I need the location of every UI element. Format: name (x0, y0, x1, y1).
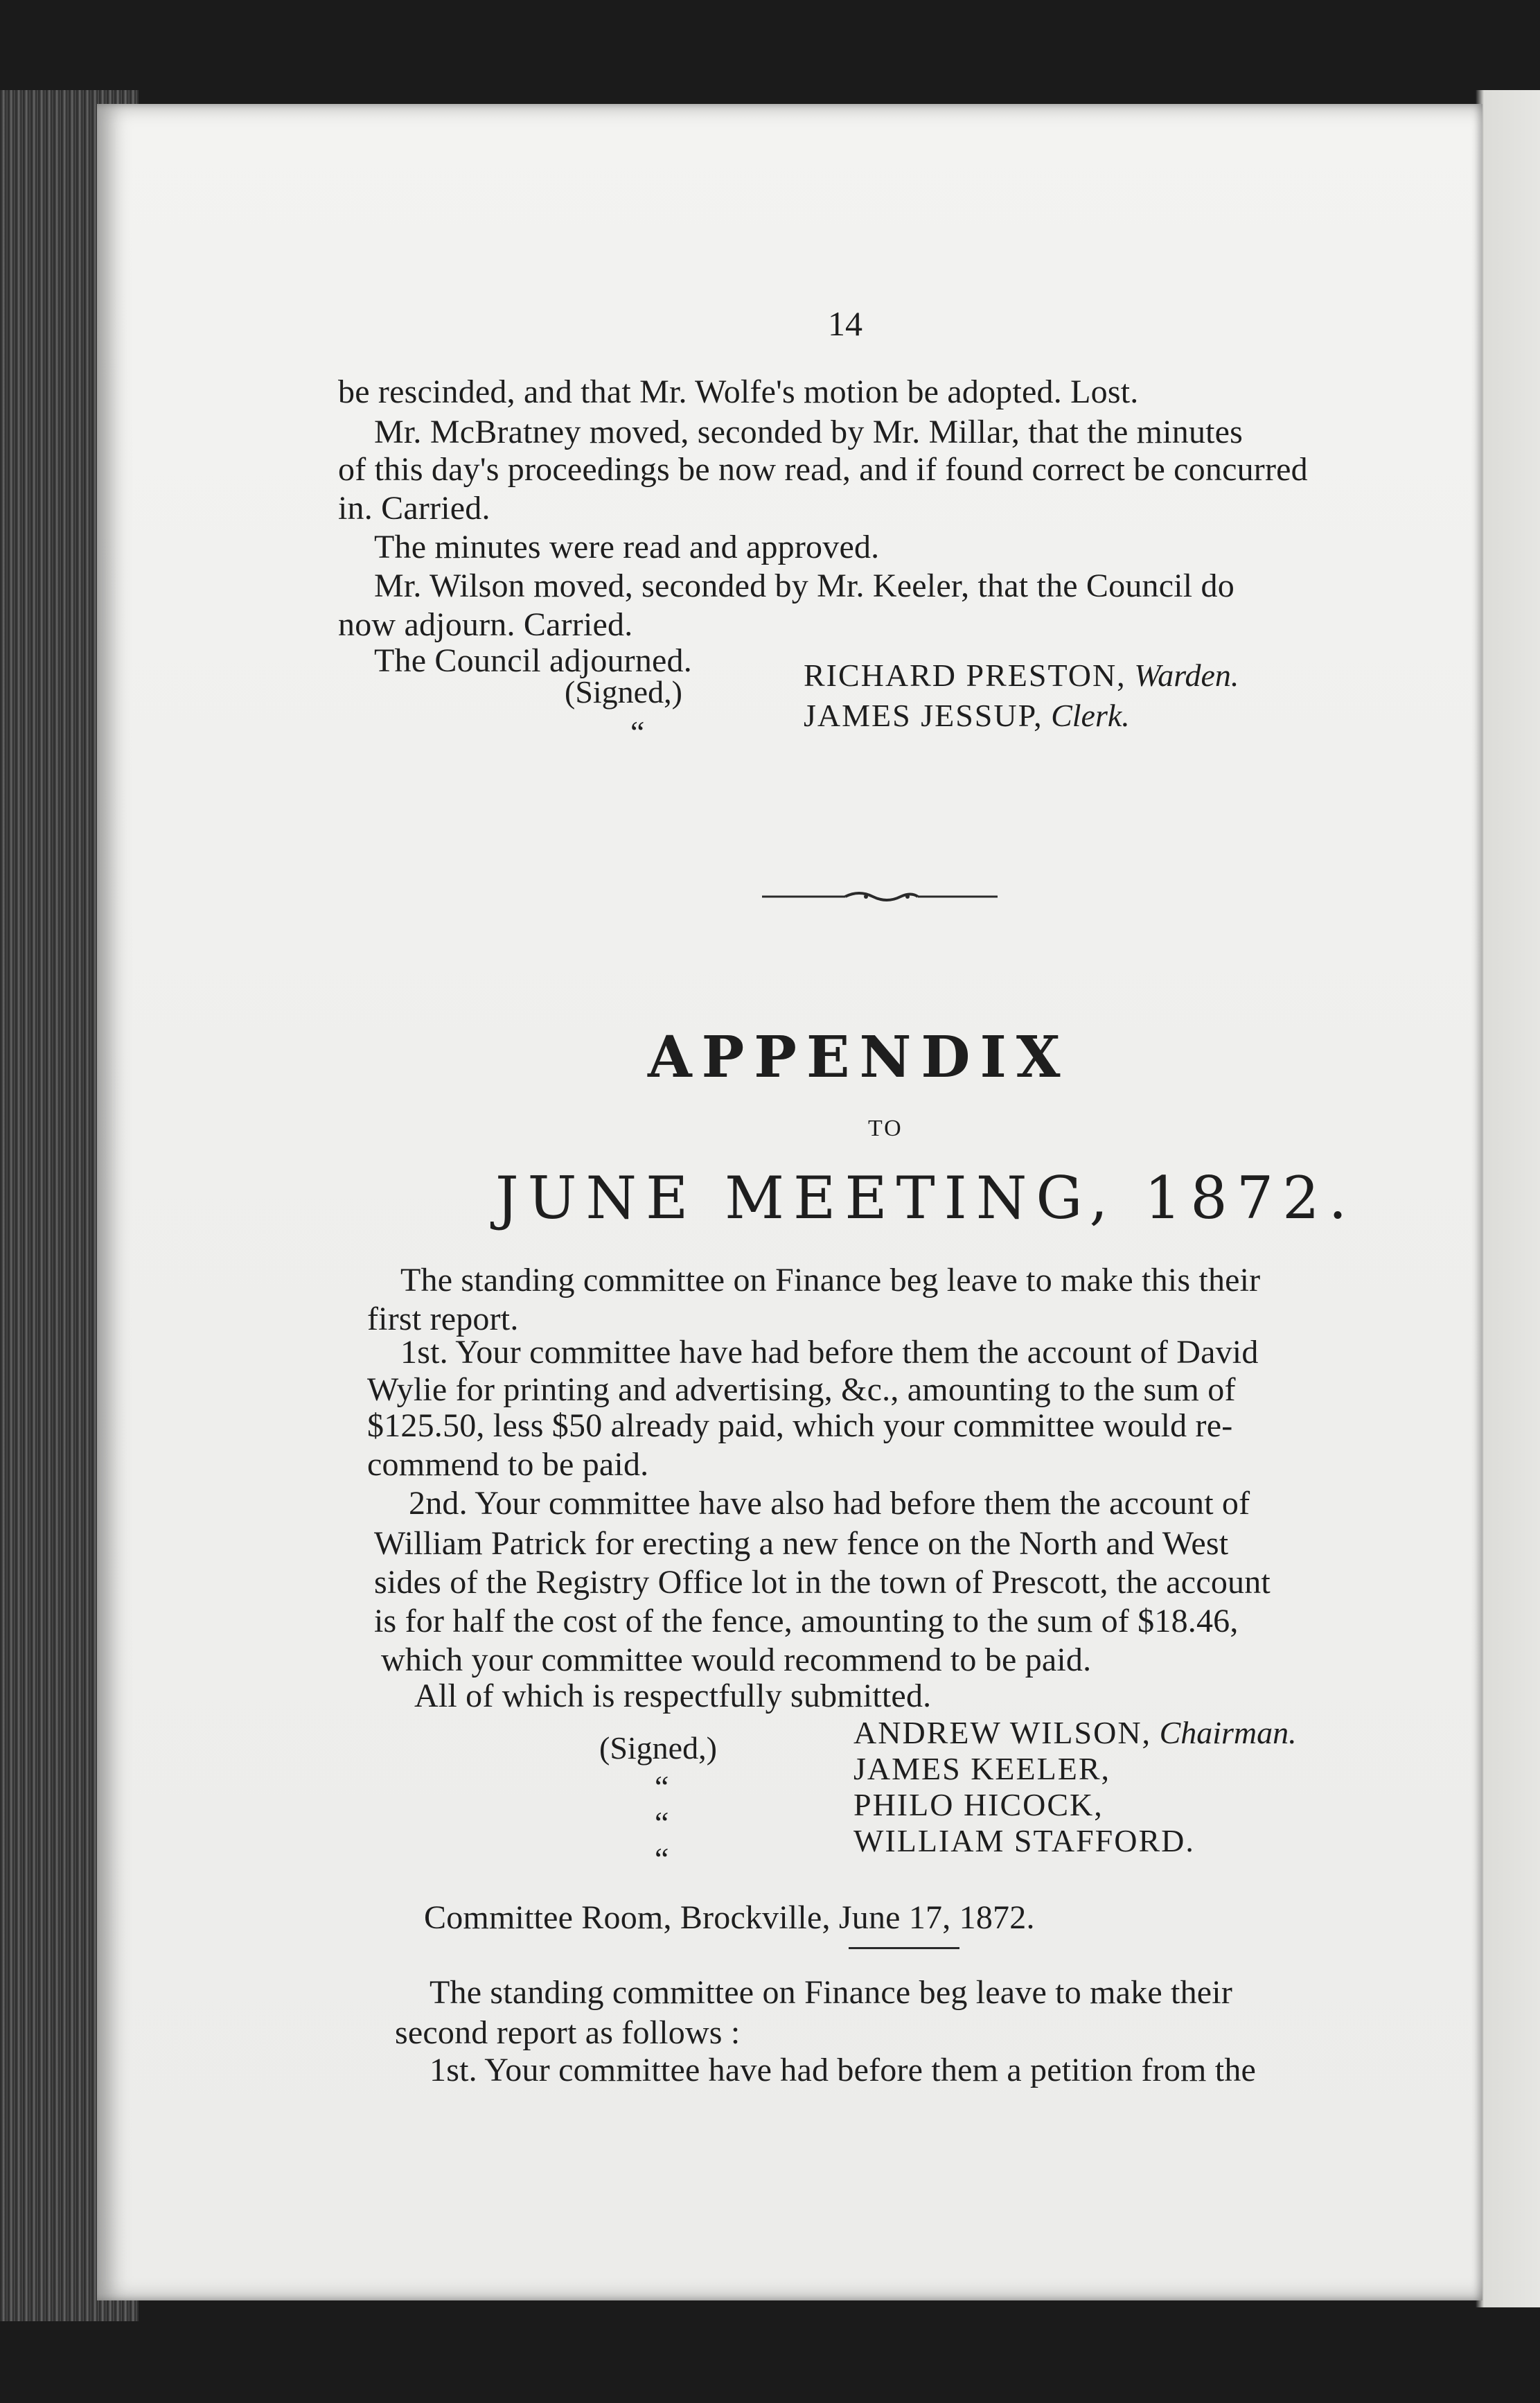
minutes-line: The Council adjourned. (374, 642, 692, 679)
report-line: Wylie for printing and advertising, &c., amounting to the sum of (367, 1371, 1236, 1408)
minutes-line: be rescinded, and that Mr. Wolfe's motion be adopted. Lost. (338, 373, 1139, 410)
report-line: $125.50, less $50 already paid, which your committee would re- (367, 1407, 1233, 1444)
ornament-rule (762, 890, 998, 904)
signatory-line (804, 657, 1239, 694)
ditto-mark: “ (630, 714, 645, 750)
page-number: 14 (828, 304, 862, 343)
signatory-line (853, 1786, 1104, 1823)
meeting-heading: JUNE MEETING, 1872. (495, 1164, 1356, 1232)
section-divider (849, 1947, 959, 1949)
signatory-name: JAMES JESSUP, (804, 698, 1043, 733)
signatory-name: WILLIAM STAFFORD. (853, 1823, 1195, 1858)
report-line: first report. (367, 1301, 519, 1337)
signatory-name: ANDREW WILSON, (853, 1715, 1152, 1750)
minutes-line: Mr. McBratney moved, seconded by Mr. Millar, that the minutes (374, 414, 1243, 450)
signatory-line (853, 1714, 1297, 1751)
report-line: commend to be paid. (367, 1446, 649, 1483)
signatory-name: RICHARD PRESTON, (804, 658, 1126, 693)
appendix-heading: APPENDIX (648, 1024, 1070, 1091)
report-line: All of which is respectfully submitted. (414, 1678, 932, 1714)
adjacent-page-edge (1476, 90, 1540, 2307)
place-date: Committee Room, Brockville, June 17, 1872. (424, 1899, 1035, 1936)
signatory-line (804, 697, 1130, 734)
report-line: second report as follows : (395, 2014, 741, 2051)
report-line: 1st. Your committee have had before them the account of David (400, 1334, 1259, 1371)
appendix-to: TO (868, 1116, 903, 1141)
signed-label: (Signed,) (599, 1730, 717, 1766)
ditto-mark: “ (655, 1805, 669, 1840)
signatory-role: Clerk. (1051, 698, 1130, 733)
minutes-line: in. Carried. (338, 490, 490, 527)
signatory-name: PHILO HICOCK, (853, 1787, 1104, 1822)
signatory-line (853, 1750, 1110, 1787)
report-line: William Patrick for erecting a new fence on the North and West (374, 1525, 1229, 1562)
report-line: sides of the Registry Office lot in the town of Prescott, the account (374, 1564, 1271, 1601)
report-line: The standing committee on Finance beg leave to make this their (400, 1262, 1261, 1299)
report-line: which your committee would recommend to be paid. (381, 1641, 1092, 1678)
signatory-role: Warden. (1134, 658, 1239, 693)
signatory-line (853, 1822, 1195, 1859)
ditto-mark: “ (655, 1769, 669, 1804)
minutes-line: now adjourn. Carried. (338, 606, 633, 643)
report-line: 1st. Your committee have had before them a petition from the (430, 2052, 1257, 2088)
signatory-role: Chairman. (1159, 1715, 1297, 1750)
signed-label: (Signed,) (565, 674, 682, 710)
minutes-line: Mr. Wilson moved, seconded by Mr. Keeler, that the Council do (374, 567, 1234, 604)
signatory-name: JAMES KEELER, (853, 1751, 1110, 1786)
minutes-line: The minutes were read and approved. (374, 529, 880, 565)
report-line: is for half the cost of the fence, amounting to the sum of $18.46, (374, 1603, 1239, 1639)
ditto-mark: “ (655, 1841, 669, 1876)
report-line: 2nd. Your committee have also had before them the account of (409, 1485, 1250, 1522)
report-line: The standing committee on Finance beg leave to make their (430, 1974, 1233, 2011)
minutes-line: of this day's proceedings be now read, and if found correct be concurred (338, 451, 1308, 488)
